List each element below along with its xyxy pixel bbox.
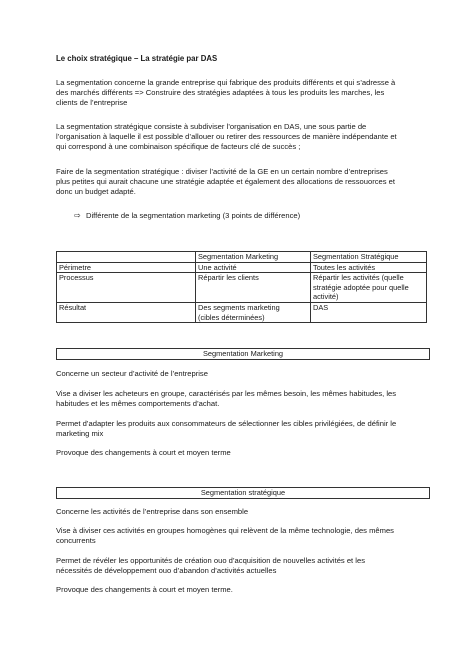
text-line: Vise à diviser ces activités en groupes homogènes qui relèvent de la même technologie, des mêmes: [56, 526, 394, 535]
text-line: Vise a diviser les acheteurs en groupe, caractérisés par les mêmes besoin, les mêmes habitudes, les: [56, 389, 397, 398]
table-header-cell: [57, 252, 196, 263]
table-cell: Une activité: [196, 262, 311, 273]
table-cell: Résultat: [57, 302, 196, 322]
text-line: habitudes et les mêmes comportements d’achat.: [56, 399, 220, 409]
cell-line: (cibles déterminées): [198, 312, 265, 322]
text-line: Concerne les activités de l’entreprise dans son ensemble: [56, 507, 249, 516]
table-cell: [311, 273, 427, 303]
text-line: Permet de révéler les opportunités de création ouo d’acquisition de nouvelles activités et les: [56, 556, 365, 565]
table-row: [57, 262, 427, 273]
table-cell: DAS: [311, 302, 427, 322]
text-line: clients de l’entreprise: [56, 98, 128, 108]
text-line: La segmentation concerne la grande entreprise qui fabrique des produits différents et qui s’adresse à: [56, 78, 396, 87]
table-cell: Toutes les activités: [311, 262, 427, 273]
right-arrow-icon: ⇨: [74, 211, 81, 220]
text-line: Permet d’adapter les produits aux consommateurs de sélectionner les cibles privilégiées, de définir le: [56, 419, 397, 428]
text-line: qui correspond à une combinaison spécifique de facteurs clé de succès ;: [56, 142, 301, 152]
text-line: nécessités de développement ouo d’abandon d’activités actuelles: [56, 566, 277, 576]
table-cell: Périmetre: [57, 262, 196, 273]
cell-line: stratégie adoptée pour quelle: [313, 282, 409, 292]
cell-line: activité): [313, 292, 339, 302]
marketing-paragraph: [56, 419, 428, 439]
text-line: Provoque des changements à court et moyen terme: [56, 448, 231, 457]
table-cell: [196, 302, 311, 322]
table-header-cell: Segmentation Stratégique: [311, 252, 427, 263]
text-line: des marchés différents => Construire des stratégies adaptées à tous les produits les marches, les: [56, 88, 385, 98]
strategique-paragraph: [56, 507, 428, 517]
paragraph-faire-segmentation: [56, 167, 428, 198]
arrow-list-item: [74, 211, 300, 221]
marketing-paragraph: [56, 369, 428, 379]
text-line: La segmentation stratégique consiste à subdiviser l’organisation en DAS, une sous partie de: [56, 122, 367, 131]
text-line: plus petites qui aurait chacune une stratégie adaptée et également des allocations de ressouorces et: [56, 177, 395, 187]
strategique-paragraph: [56, 526, 428, 546]
text-line: Concerne un secteur d’activité de l’entreprise: [56, 369, 208, 378]
table-row: [57, 302, 427, 322]
table-header-cell: Segmentation Marketing: [196, 252, 311, 263]
text-line: Faire de la segmentation stratégique : diviser l’activité de la GE en un certain nombre d’entreprises: [56, 167, 388, 176]
section-header-strategique: Segmentation stratégique: [56, 487, 430, 499]
arrow-item-text: Différente de la segmentation marketing (3 points de différence): [86, 211, 301, 220]
marketing-paragraph: [56, 448, 428, 458]
cell-line: Répartir les activités (quelle: [313, 273, 404, 283]
strategique-paragraph: [56, 556, 428, 576]
cell-line: Des segments marketing: [198, 302, 280, 312]
text-line: l’organisation à laquelle il est possible d’allouer ou retirer des ressources de manière indépendante et: [56, 132, 397, 142]
table-cell: Répartir les clients: [196, 273, 311, 303]
text-line: donc un budget adapté.: [56, 187, 136, 197]
section-header-marketing: Segmentation Marketing: [56, 348, 430, 360]
paragraph-segmentation: [56, 78, 428, 109]
text-line: concurrents: [56, 536, 96, 546]
table-row: [57, 273, 427, 303]
document-title: Le choix stratégique – La stratégie par DAS: [56, 54, 218, 63]
marketing-paragraph: [56, 389, 428, 409]
table-header-row: [57, 252, 427, 263]
text-line: marketing mix: [56, 429, 104, 439]
text-line: Provoque des changements à court et moyen terme.: [56, 585, 233, 594]
comparison-table: [56, 251, 427, 323]
table-cell: Processus: [57, 273, 196, 303]
strategique-paragraph: [56, 585, 428, 595]
paragraph-segmentation-strategique: [56, 122, 428, 153]
